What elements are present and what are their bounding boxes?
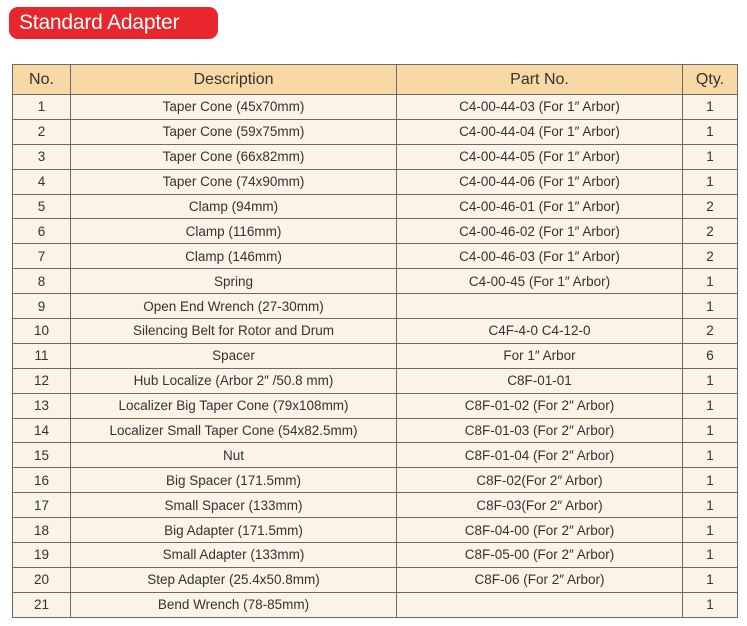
cell-part-no: C4-00-45 (For 1″ Arbor) — [397, 269, 683, 294]
table-row — [13, 219, 738, 244]
table-row — [13, 169, 738, 194]
table-row — [13, 443, 738, 468]
cell-qty: 1 — [683, 95, 738, 120]
cell-no: 1 — [13, 95, 71, 120]
cell-qty: 6 — [683, 343, 738, 368]
cell-part-no: C4F-4-0 C4-12-0 — [397, 319, 683, 344]
cell-qty: 1 — [683, 518, 738, 543]
cell-part-no: For 1″ Arbor — [397, 343, 683, 368]
cell-no: 17 — [13, 493, 71, 518]
cell-qty: 1 — [683, 418, 738, 443]
cell-description: Big Adapter (171.5mm) — [71, 518, 397, 543]
cell-no: 12 — [13, 368, 71, 393]
table-row — [13, 95, 738, 120]
table-row — [13, 269, 738, 294]
table-row — [13, 393, 738, 418]
cell-qty: 1 — [683, 119, 738, 144]
table-row — [13, 319, 738, 344]
cell-description: Open End Wrench (27-30mm) — [71, 294, 397, 319]
cell-no: 5 — [13, 194, 71, 219]
section-title-badge — [9, 7, 218, 39]
table-row — [13, 418, 738, 443]
cell-description: Silencing Belt for Rotor and Drum — [71, 319, 397, 344]
table-row — [13, 244, 738, 269]
cell-description: Hub Localize (Arbor 2″ /50.8 mm) — [71, 368, 397, 393]
cell-description: Clamp (146mm) — [71, 244, 397, 269]
cell-qty: 1 — [683, 144, 738, 169]
table-row — [13, 468, 738, 493]
table-row — [13, 144, 738, 169]
cell-part-no: C4-00-44-06 (For 1″ Arbor) — [397, 169, 683, 194]
table-body — [13, 95, 738, 618]
cell-part-no: C4-00-44-05 (For 1″ Arbor) — [397, 144, 683, 169]
cell-no: 6 — [13, 219, 71, 244]
cell-description: Bend Wrench (78-85mm) — [71, 592, 397, 617]
cell-description: Localizer Big Taper Cone (79x108mm) — [71, 393, 397, 418]
cell-part-no: C8F-03(For 2″ Arbor) — [397, 493, 683, 518]
table-row — [13, 119, 738, 144]
cell-qty: 1 — [683, 567, 738, 592]
cell-qty: 1 — [683, 393, 738, 418]
table-row — [13, 567, 738, 592]
cell-no: 11 — [13, 343, 71, 368]
cell-part-no: C4-00-44-04 (For 1″ Arbor) — [397, 119, 683, 144]
cell-description: Taper Cone (59x75mm) — [71, 119, 397, 144]
cell-no: 10 — [13, 319, 71, 344]
cell-qty: 1 — [683, 294, 738, 319]
cell-part-no: C8F-05-00 (For 2″ Arbor) — [397, 543, 683, 568]
cell-no: 7 — [13, 244, 71, 269]
cell-no: 4 — [13, 169, 71, 194]
cell-part-no: C8F-01-04 (For 2″ Arbor) — [397, 443, 683, 468]
cell-description: Spacer — [71, 343, 397, 368]
cell-qty: 1 — [683, 443, 738, 468]
cell-no: 9 — [13, 294, 71, 319]
cell-description: Step Adapter (25.4x50.8mm) — [71, 567, 397, 592]
cell-qty: 1 — [683, 468, 738, 493]
table-row — [13, 543, 738, 568]
cell-qty: 1 — [683, 269, 738, 294]
cell-no: 8 — [13, 269, 71, 294]
table-row — [13, 518, 738, 543]
cell-qty: 1 — [683, 169, 738, 194]
cell-no: 20 — [13, 567, 71, 592]
cell-no: 19 — [13, 543, 71, 568]
cell-description: Localizer Small Taper Cone (54x82.5mm) — [71, 418, 397, 443]
cell-no: 14 — [13, 418, 71, 443]
cell-description: Taper Cone (66x82mm) — [71, 144, 397, 169]
cell-qty: 2 — [683, 319, 738, 344]
cell-part-no: C8F-02(For 2″ Arbor) — [397, 468, 683, 493]
table-row — [13, 493, 738, 518]
table-row — [13, 294, 738, 319]
header-qty: Qty. — [683, 65, 738, 95]
cell-part-no: C4-00-46-03 (For 1″ Arbor) — [397, 244, 683, 269]
cell-qty: 2 — [683, 219, 738, 244]
cell-description: Clamp (116mm) — [71, 219, 397, 244]
table-row — [13, 592, 738, 617]
cell-qty: 1 — [683, 368, 738, 393]
table-row — [13, 368, 738, 393]
header-no: No. — [13, 65, 71, 95]
header-part-no: Part No. — [397, 65, 683, 95]
cell-no: 15 — [13, 443, 71, 468]
cell-description: Spring — [71, 269, 397, 294]
cell-qty: 2 — [683, 194, 738, 219]
cell-no: 2 — [13, 119, 71, 144]
cell-description: Nut — [71, 443, 397, 468]
table-row — [13, 343, 738, 368]
cell-part-no: C4-00-46-02 (For 1″ Arbor) — [397, 219, 683, 244]
table-header — [13, 65, 738, 95]
header-description: Description — [71, 65, 397, 95]
cell-description: Taper Cone (74x90mm) — [71, 169, 397, 194]
cell-qty: 2 — [683, 244, 738, 269]
table-row — [13, 194, 738, 219]
cell-part-no: C8F-04-00 (For 2″ Arbor) — [397, 518, 683, 543]
header-row — [13, 65, 738, 95]
cell-part-no: C4-00-44-03 (For 1″ Arbor) — [397, 95, 683, 120]
cell-description: Taper Cone (45x70mm) — [71, 95, 397, 120]
cell-part-no — [397, 592, 683, 617]
cell-description: Clamp (94mm) — [71, 194, 397, 219]
cell-part-no: C8F-01-02 (For 2″ Arbor) — [397, 393, 683, 418]
parts-table — [12, 64, 738, 618]
cell-part-no: C8F-01-01 — [397, 368, 683, 393]
cell-description: Big Spacer (171.5mm) — [71, 468, 397, 493]
cell-part-no: C8F-06 (For 2″ Arbor) — [397, 567, 683, 592]
cell-qty: 1 — [683, 493, 738, 518]
cell-part-no: C4-00-46-01 (For 1″ Arbor) — [397, 194, 683, 219]
section-title: Standard Adapter — [19, 11, 180, 34]
cell-part-no: C8F-01-03 (For 2″ Arbor) — [397, 418, 683, 443]
cell-no: 16 — [13, 468, 71, 493]
cell-qty: 1 — [683, 592, 738, 617]
cell-description: Small Adapter (133mm) — [71, 543, 397, 568]
cell-description: Small Spacer (133mm) — [71, 493, 397, 518]
cell-no: 13 — [13, 393, 71, 418]
cell-no: 3 — [13, 144, 71, 169]
cell-qty: 1 — [683, 543, 738, 568]
cell-no: 18 — [13, 518, 71, 543]
cell-part-no — [397, 294, 683, 319]
cell-no: 21 — [13, 592, 71, 617]
